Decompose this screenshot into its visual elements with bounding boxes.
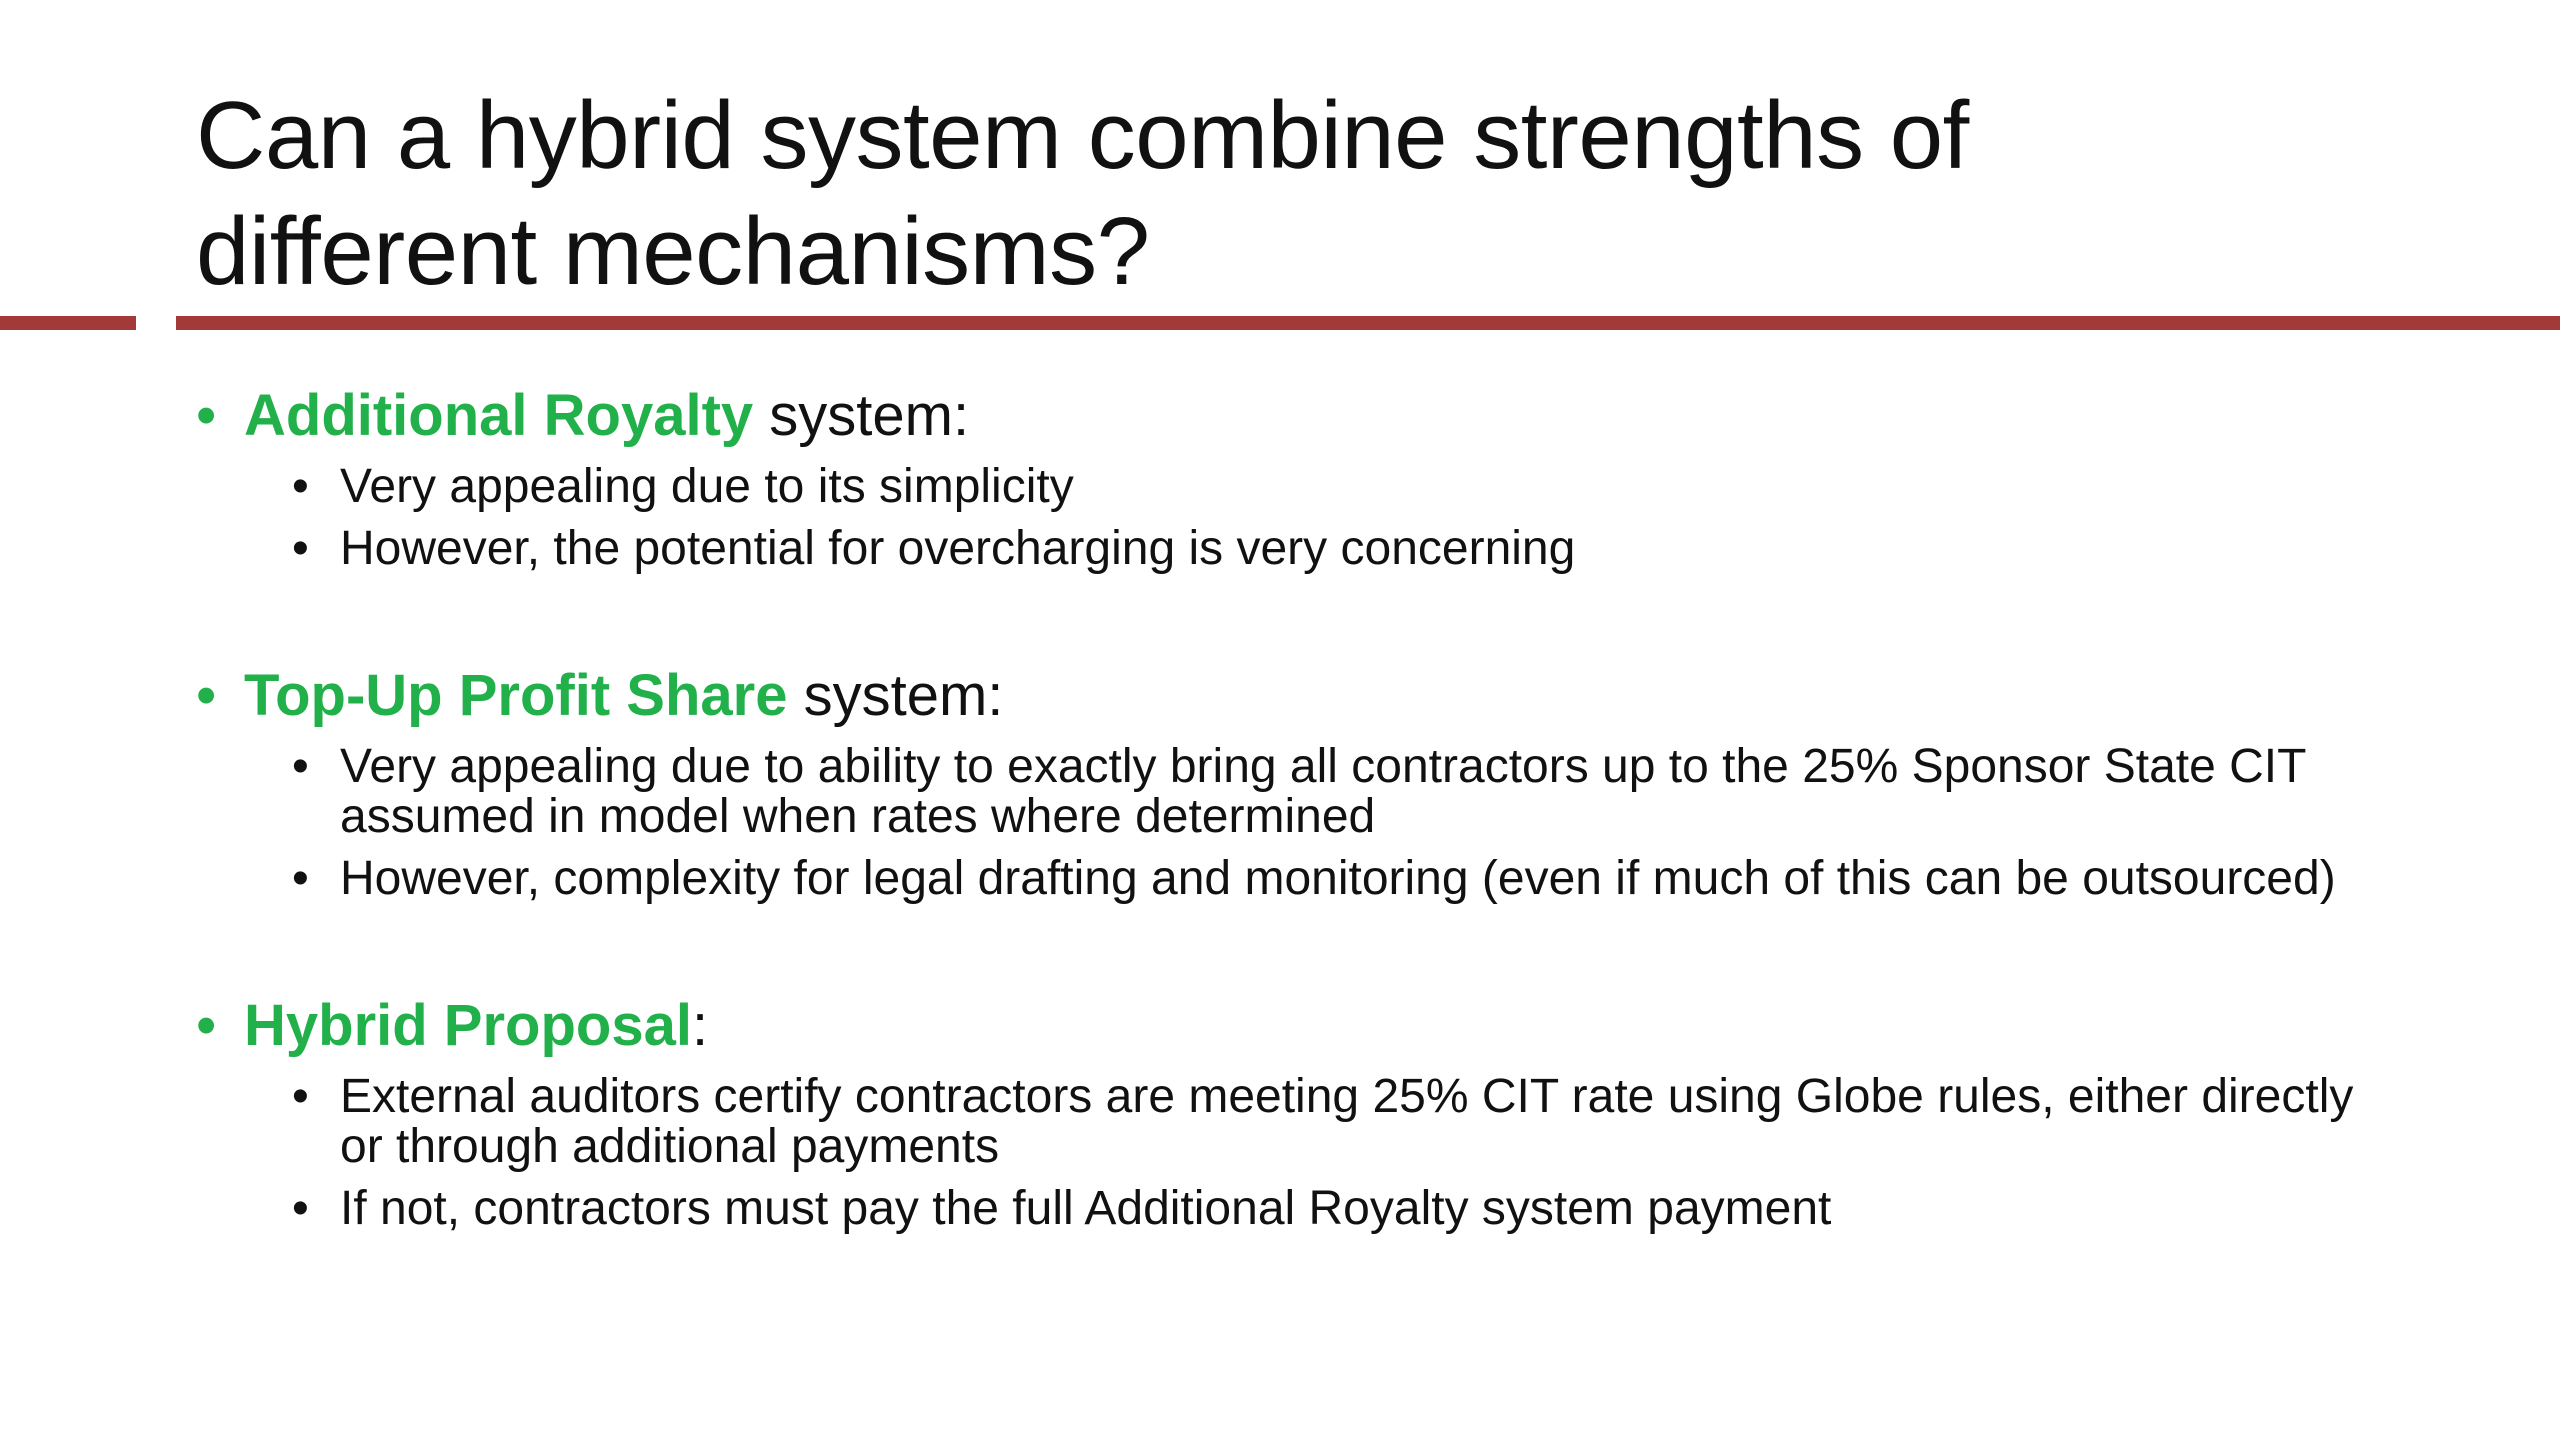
title-divider-left — [0, 316, 136, 330]
sub-bullet-item — [292, 524, 2396, 574]
bullet-dot-icon: • — [292, 522, 309, 575]
slide-body — [196, 380, 2396, 1246]
sub-bullet-text: External auditors certify contractors are meeting 25% CIT rate using Globe rules, either directly or through additional payments — [340, 1070, 2354, 1173]
slide-title — [196, 78, 2396, 310]
bullet-item — [196, 990, 2396, 1062]
bullet-dot-icon: • — [196, 663, 217, 728]
sub-bullet-text: However, the potential for overcharging is very concerning — [340, 522, 1576, 575]
sub-bullet-item — [292, 462, 2396, 512]
highlight-term: Hybrid Proposal — [244, 993, 692, 1058]
sub-bullet-text: If not, contractors must pay the full Additional Royalty system payment — [340, 1182, 1832, 1235]
section-hybrid-proposal — [196, 990, 2396, 1234]
bullet-dot-icon: • — [292, 1070, 309, 1123]
sub-bullet-text: Very appealing due to ability to exactly bring all contractors up to the 25% Sponsor State CIT assumed in model when rates where determined — [340, 740, 2306, 843]
sub-bullet-list — [196, 462, 2396, 574]
sub-bullet-item — [292, 1184, 2396, 1234]
heading-suffix: system: — [753, 383, 970, 448]
bullet-dot-icon: • — [196, 383, 217, 448]
bullet-item — [196, 380, 2396, 452]
bullet-dot-icon: • — [292, 460, 309, 513]
bullet-dot-icon: • — [292, 1182, 309, 1235]
section-top-up-profit-share — [196, 660, 2396, 904]
title-line-2: different mechanisms? — [196, 198, 1150, 305]
sub-bullet-text: However, complexity for legal drafting and monitoring (even if much of this can be outsourced) — [340, 852, 2336, 905]
section-additional-royalty — [196, 380, 2396, 574]
bullet-item — [196, 660, 2396, 732]
sub-bullet-item — [292, 1072, 2396, 1172]
bullet-dot-icon: • — [292, 740, 309, 793]
heading-suffix: : — [691, 993, 709, 1058]
sub-bullet-list — [196, 742, 2396, 904]
sub-bullet-item — [292, 742, 2396, 842]
heading-suffix: system: — [787, 663, 1004, 728]
sub-bullet-list — [196, 1072, 2396, 1234]
sub-bullet-item — [292, 854, 2396, 904]
sub-bullet-text: Very appealing due to its simplicity — [340, 460, 1074, 513]
title-divider-right — [176, 316, 2560, 330]
bullet-dot-icon: • — [292, 852, 309, 905]
highlight-term: Top-Up Profit Share — [244, 663, 788, 728]
title-line-1: Can a hybrid system combine strengths of — [196, 82, 1969, 189]
bullet-dot-icon: • — [196, 993, 217, 1058]
highlight-term: Additional Royalty — [244, 383, 754, 448]
